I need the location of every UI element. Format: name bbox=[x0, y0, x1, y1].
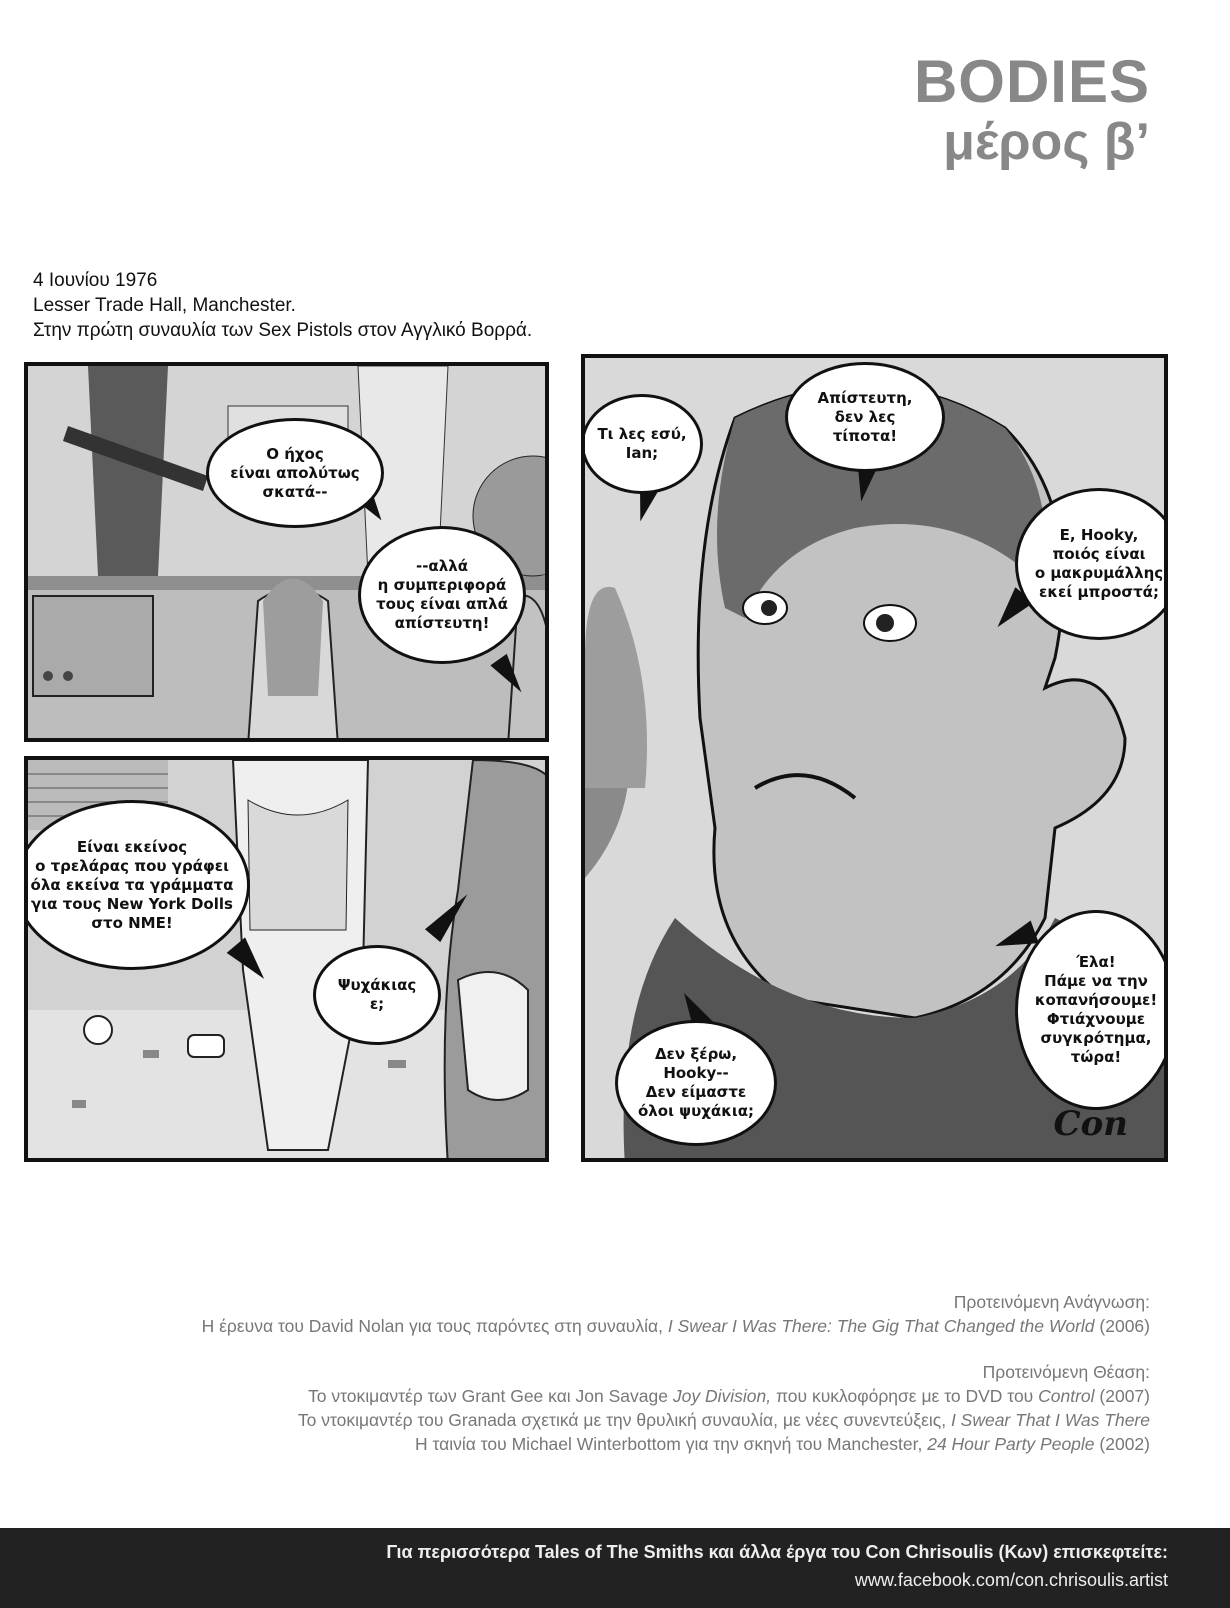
viewing-line-3: Η ταινία του Michael Winterbottom για την σκηνή του Manchester, 24 Hour Party People (2002) bbox=[414, 1434, 1150, 1454]
speech-text: Έλα! Πάμε να την κοπανήσουμε! Φτιάχνουμε συγκρότημα, τώρα! bbox=[1034, 953, 1158, 1066]
speech-text: Απίστευτη, δεν λες τίποτα! bbox=[817, 388, 913, 445]
title-line-2: μέρος β’ bbox=[943, 113, 1150, 171]
panel-crowd bbox=[24, 756, 549, 1162]
caption-place: Lesser Trade Hall, Manchester. bbox=[33, 295, 296, 316]
viewing-line-2: Το ντοκιμαντέρ του Granada σχετικά με την θρυλική συναυλία, με νέες συνεντεύξεις, I Swear That I Was There bbox=[297, 1410, 1150, 1430]
page-title bbox=[913, 48, 1150, 171]
reading-heading: Προτεινόμενη Ανάγνωση: bbox=[953, 1292, 1150, 1312]
suggested-media bbox=[202, 1290, 1150, 1456]
panel-stage bbox=[24, 362, 549, 742]
artist-signature: Con bbox=[1053, 1104, 1128, 1144]
title-line-1: BODIES bbox=[913, 48, 1150, 115]
comic-panels bbox=[24, 362, 1168, 1162]
speech-text: Δεν ξέρω, Hooky-- Δεν είμαστε όλοι ψυχάκια; bbox=[638, 1045, 754, 1120]
speech-text: --αλλά η συμπεριφορά τους είναι απλά απίστευτη! bbox=[376, 557, 508, 632]
viewing-heading: Προτεινόμενη Θέαση: bbox=[982, 1362, 1150, 1382]
footer-promo: Για περισσότερα Tales of The Smiths και άλλα έργα του Con Chrisoulis (Κων) επισκεφτείτε: bbox=[386, 1542, 1168, 1562]
caption bbox=[33, 268, 532, 343]
speech-text: Τι λες εσύ, Ian; bbox=[597, 425, 687, 462]
speech-bubble-sound bbox=[206, 418, 384, 528]
caption-date: 4 Ιουνίου 1976 bbox=[33, 270, 158, 291]
speech-bubble-psycho bbox=[313, 945, 441, 1045]
speech-bubble-that-guy bbox=[24, 800, 250, 970]
speech-bubble-ian bbox=[581, 394, 703, 494]
viewing-line-1: Το ντοκιμαντέρ των Grant Gee και Jon Savage Joy Division, που κυκλοφόρησε με το DVD του Control (2007) bbox=[308, 1386, 1150, 1406]
speech-bubble-behaviour bbox=[358, 526, 526, 664]
speech-bubble-lets-go bbox=[1015, 910, 1168, 1110]
speech-bubble-dont-know bbox=[615, 1020, 777, 1146]
footer-bar bbox=[0, 1528, 1230, 1608]
reading-line-1: Η έρευνα του David Nolan για τους παρόντες στη συναυλία, I Swear I Was There: The Gig That Changed the World (2006) bbox=[201, 1316, 1150, 1336]
caption-desc: Στην πρώτη συναυλία των Sex Pistols στον Αγγλικό Βορρά. bbox=[33, 320, 533, 341]
speech-text: Ο ήχος είναι απολύτως σκατά-- bbox=[230, 444, 360, 501]
speech-text: Ψυχάκιας ε; bbox=[337, 976, 417, 1013]
footer-link[interactable]: www.facebook.com/con.chrisoulis.artist bbox=[854, 1570, 1168, 1590]
speech-bubble-unbelievable bbox=[785, 362, 945, 472]
panel-closeup bbox=[581, 354, 1168, 1162]
speech-text: Ε, Hooky, ποιός είναι ο μακρυμάλλης εκεί μπροστά; bbox=[1034, 526, 1164, 601]
speech-text: Είναι εκείνος ο τρελάρας που γράφει όλα εκείνα τα γράμματα για τους New York Dolls στο NME! bbox=[30, 837, 234, 932]
